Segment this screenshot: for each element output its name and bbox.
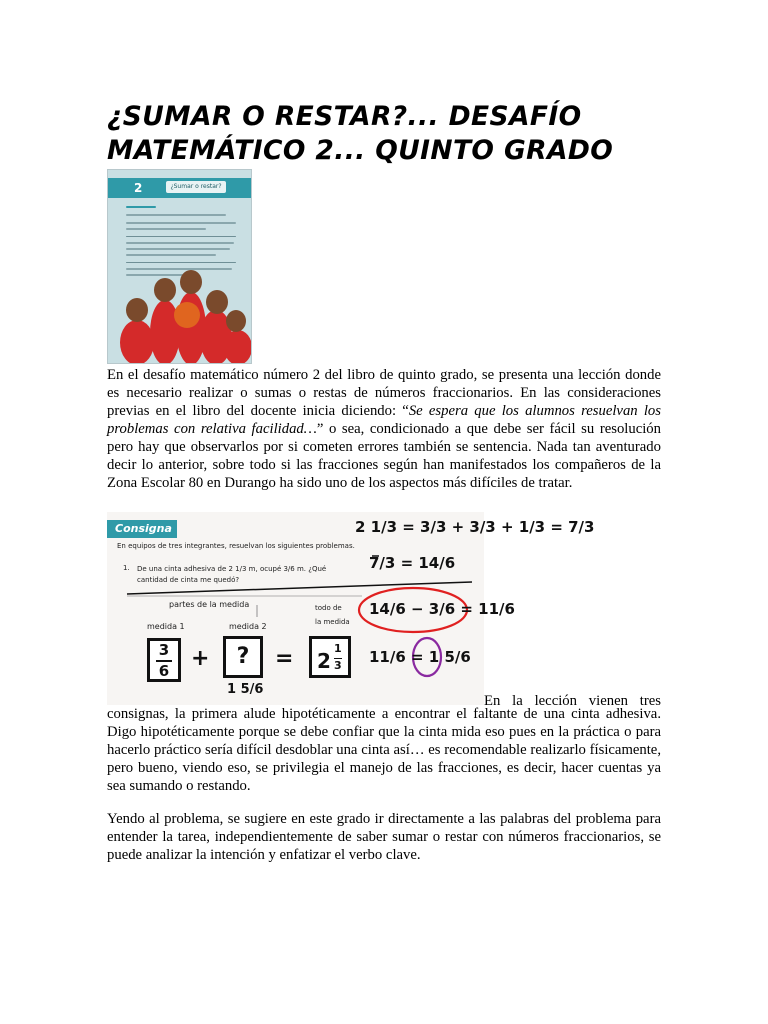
student-head — [126, 298, 148, 322]
board-medida2-label: medida 2 — [229, 622, 267, 631]
student-figure — [120, 320, 154, 364]
paragraph-1-quote: Se espera que los alumnos resuelvan los problemas con relativa facilidad… — [107, 403, 661, 437]
book-text-line — [126, 222, 236, 224]
book-text-line — [126, 206, 156, 208]
paragraph-3: Yendo al problema, se sugiere en este grado ir directamente a las palabras del problema para entender la tarea, independientemente de saber sumar o restar con números fraccionarios, se puede analizar la intención y enfatizar el verbo clave. — [107, 811, 661, 863]
handwritten-line-2: 7/3 = 14/6 — [369, 554, 456, 572]
handwritten-line-4: 11/6 = 1 5/6 — [369, 648, 471, 666]
handwritten-answer-below: 1 5/6 — [227, 682, 264, 697]
fraction-box-1 — [147, 638, 181, 682]
paragraph-1-text-end: ” o sea, condicionado a que debe ser fácil su resolución pero hay que observarlos por si cometen errores también se sentencia. Nada tan aventurado decir lo anterior, sobre todo si las fracciones según han manifestados los compañeros de la Zona Escolar 80 en Durango ha sido uno de los aspectos más difíciles de tratar. — [107, 421, 661, 491]
book-text-line — [126, 242, 234, 244]
board-todo-label: todo de — [315, 604, 342, 612]
paragraph-1 — [107, 366, 661, 492]
board-problem-text: De una cinta adhesiva de 2 1/3 m, ocupé 3/6 m. ¿Qué cantidad de cinta me quedó? — [137, 565, 327, 584]
book-text-line — [126, 268, 232, 270]
student-head — [226, 310, 246, 332]
consigna-tag: Consigna — [107, 520, 177, 538]
book-divider — [126, 262, 236, 263]
paragraph-2: consignas, la primera alude hipotéticamente a encontrar el faltante de una cinta adhesiva. Digo hipotéticamente porque se debe confiar que la cinta mida eso pues en la práctica o para hacerlo práctico sería difícil desdoblar una cinta así… es recomendable realizarlo físicamente, pero bueno, viendo eso, se privilegia el manejo de las fracciones, es decir, hacer cuentas ya sea sumando o restando. — [107, 706, 661, 794]
basketball — [174, 302, 200, 328]
box3-denominator: 3 — [334, 659, 342, 672]
book-text-line — [126, 254, 216, 256]
book-text-line — [126, 248, 230, 250]
box3-whole: 2 — [317, 649, 331, 673]
paragraph-2-start: En la lección vienen tres — [484, 693, 661, 709]
book-page-image — [107, 169, 252, 364]
box1-numerator: 3 — [158, 641, 170, 659]
handwritten-line-3: 14/6 − 3/6 = 11/6 — [369, 600, 515, 618]
student-figure — [224, 330, 252, 364]
box3-numerator: 1 — [334, 642, 342, 655]
student-head — [180, 270, 202, 294]
plus-sign: + — [191, 646, 210, 671]
box1-denominator: 6 — [156, 660, 172, 681]
article — [107, 100, 661, 864]
page-title: ¿SUMAR O RESTAR?... DESAFÍO MATEMÁTICO 2... QUINTO GRADO — [107, 101, 614, 166]
equals-sign: = — [275, 646, 294, 671]
handwritten-line-1: 2 1/3 = 3/3 + 3/3 + 1/3 = 7/3 — [355, 518, 595, 536]
book-divider — [126, 236, 236, 237]
fraction-box-2: ? — [223, 636, 263, 678]
board-todo-label-2: la medida — [315, 618, 350, 626]
book-lesson-number: 2 — [134, 181, 143, 195]
board-figure — [107, 512, 661, 709]
fraction-box-3 — [309, 636, 351, 678]
board-problem-number: 1. — [123, 564, 130, 572]
board-medida1-label: medida 1 — [147, 622, 185, 631]
book-lesson-header — [108, 178, 251, 198]
paragraph-1-text: En el desafío matemático número 2 del libro de quinto grado, se presenta una lección donde es necesario realizar o sumas o restas de números fraccionarios. En las consideraciones previas en el libro del docente inicia diciendo: “ — [107, 367, 661, 419]
whiteboard-image — [107, 512, 595, 705]
book-text-line — [126, 228, 206, 230]
board-partes-label: partes de la medida — [169, 600, 250, 609]
book-lesson-title: ¿Sumar o restar? — [166, 181, 226, 193]
book-text-line — [126, 214, 226, 216]
student-head — [206, 290, 228, 314]
student-head — [154, 278, 176, 302]
board-instruction: En equipos de tres integrantes, resuelvan los siguientes problemas. — [117, 542, 355, 550]
